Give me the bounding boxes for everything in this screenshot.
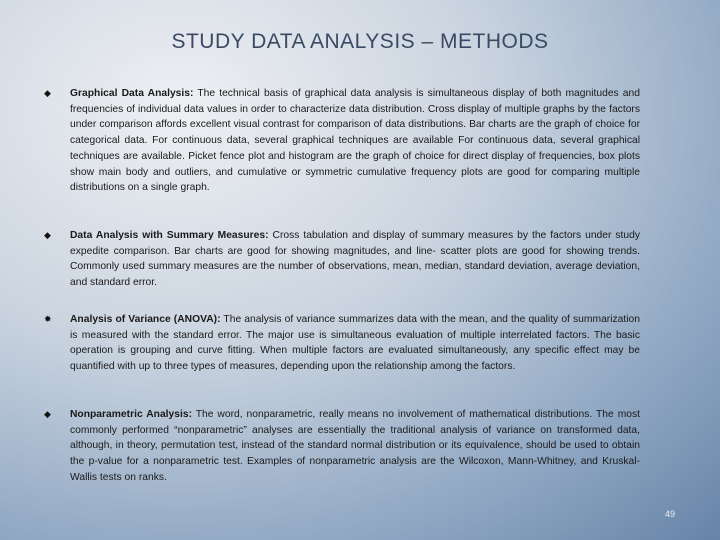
page-number: 49 [665, 509, 676, 519]
item-heading: Nonparametric Analysis: [70, 409, 193, 420]
bullet-summary-measures [44, 228, 640, 291]
item-text: The analysis of variance summarizes data with the mean, and the quality of summarization is measured with the standard error. The major use is simultaneous evaluation of multiple interrelated factors. The basic operation is grouping and curve fitting. When multiple factors are evaluated simultaneously, any specific effect may be quantified with up to three types of measures, depending upon the relationship among the factors. [70, 314, 640, 373]
bullet-graphical-data-analysis [44, 86, 640, 196]
item-text: Cross tabulation and display of summary measures by the factors under study expedite comparison. Bar charts are good for showing magnitudes, and line- scatter plots are good for showing trends. Commonly used summary measures are the number of observations, mean, median, standard deviation, average deviation, and standard error. [70, 230, 640, 289]
item-heading: Analysis of Variance (ANOVA): [70, 314, 221, 325]
star-bullet-icon: ✸ [44, 314, 52, 324]
diamond-bullet-icon: ◆ [44, 409, 51, 419]
diamond-bullet-icon: ◆ [44, 230, 51, 240]
slide-title: STUDY DATA ANALYSIS – METHODS [171, 30, 549, 53]
bullet-anova [44, 312, 640, 375]
item-heading: Graphical Data Analysis: [70, 88, 194, 99]
item-text: The technical basis of graphical data analysis is simultaneous display of both magnitudes and frequencies of individual data values in order to characterize data distribution. Cross display of multiple graphs by the factors under comparison affords excellent visual contrast for comparison of data distributions. Bar charts are the graph of choice for categorical data. For continuous data, several graphical techniques are available For continuous data, several graphical techniques are available. Picket fence plot and histogram are the graph of choice for direct display of frequencies, box plots show main body and outliers, and cumulative or symmetric cumulative frequency plots are good for comparing multiple distributions on a single graph. [70, 88, 640, 194]
bullet-nonparametric [44, 407, 641, 486]
item-text: The word, nonparametric, really means no involvement of mathematical distributions. The most commonly performed “nonparametric” analyses are essentially the traditional analysis of variance on transformed data, although, in theory, permutation test, instead of the standard normal distribution or its equivalence, should be used to obtain the p-value for a nonparametric test. Examples of nonparametric analysis are the Wilcoxon, Mann-Whitney, and Kruskal-Wallis tests on ranks. [70, 409, 641, 483]
item-heading: Data Analysis with Summary Measures: [70, 230, 269, 241]
diamond-bullet-icon: ◆ [44, 88, 51, 98]
